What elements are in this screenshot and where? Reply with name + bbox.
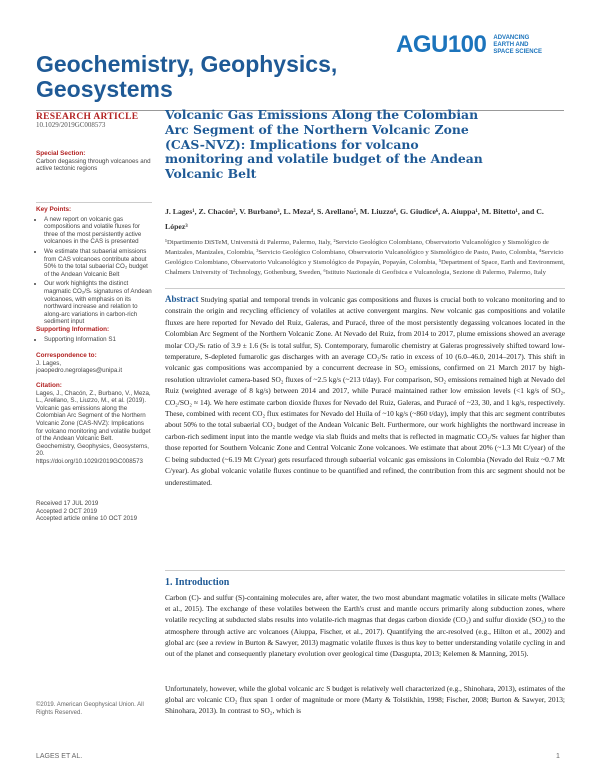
abstract-text: Studying spatial and temporal trends in volcanic gas compositions and fluxes is crucial both to volcano monitoring and to constrain the origin and recycling efficiency of volatiles at active convergent margins. New volcanic gas compositions and volatile fluxes are here reported for Nevado del Ruiz, Galeras, and Puracé, three of the most persistently degassing volcanoes located in the Colombian Arc Segment of the Northern Volcanic Zone. At Nevado del Ruiz, from 2014 to 2017, plume emissions showed an average molar CO₂/Sₜ ratio of 3.9 ± 1.6 (Sₜ is total sulfur, S). Contemporary, fumarolic chemistry at Galeras progressively shifted toward low-temperature, S-depleted fumarolic gas discharges with an average CO₂/Sₜ ratio in excess of 10 (6.0–46.0, 2014–2017). This shift in volcanic gas compositions was accompanied by a concurrent decrease in SO₂ emissions, confirmed on 21 March 2017 by high-resolution ultraviolet camera-based SO₂ fluxes of ~2.5 kg/s (~213 t/day). For comparison, SO₂ emissions remained high at Nevado del Ruiz (weighted average of 8 kg/s) between 2014 and 2017, while Puracé maintained rather low emission levels (<1 kg/s of SO₂, CO₂/SO₂ ≈ 14). We here estimate carbon dioxide fluxes for Nevado del Ruiz, Galeras, and Puracé of ~23, 30, and 1 kg/s, respectively. These, combined with recent CO₂ flux estimates for Nevado del Huila of ~10 kg/s (~860 t/day), imply that this arc segment contributes about 50% to the total subaerial CO₂ budget of the Andean Volcanic Belt. Furthermore, our work highlights the northward increase in carbon-rich sediment input into the mantle wedge via slab fluids and melts that is reflected in magmatic CO₂/Sₜ values far higher than those reported for Southern Volcanic Zone and Central Volcanic Zone volcanoes. We estimate that about 20% (~1.3 Mt C/year) of the C being subducted (~6.19 Mt C/year) gets resurfaced through subaerial volcanic gas emissions in Colombia (Nevado del Ruiz ~0.7 Mt C/year). As global volcanic volatile fluxes continue to be quantified and refined, the contribution from this arc segment should not be underestimated. xyxy=(165,295,565,487)
article-doi[interactable]: 10.1029/2019GC008573 xyxy=(36,120,106,129)
sidebar-supporting-info xyxy=(36,326,152,345)
affiliations: ¹Dipartimento DiSTeM, Università di Palermo, Palermo, Italy, ²Servicio Geológico Colombiano, Observatorio Vulcanológico y Sismológico de Manizales, Manizales, Colombia, ³Servicio Geológico Colombiano, Observatorio Vulcanológico y Sismológico de Pasto, Pasto, Colombia, ⁴Servicio Geológico Colombiano, Observatorio Vulcanológico y Sismológico de Popayán, Popayán, Colombia, ⁵Department of Space, Earth and Environment, Chalmers University of Technology, Gothenburg, Sweden, ⁶Istituto Nazionale di Geofisica e Vulcanologia, Sezione di Palermo, Palermo, Italy xyxy=(165,239,565,276)
correspondence-email[interactable]: joaopedro.negrolages@unipa.it xyxy=(36,367,123,375)
intro-paragraph-2: Unfortunately, however, while the global volcanic arc S budget is relatively well characterized (e.g., Shinohara, 2013), estimates of the global arc volcanic CO₂ flux span 1 order of magnitude or more (Marty & Tolstikhin, 1998; Fischer, 2008; Burton & Sawyer, 2013; Shinohara, 2013). In contrast to SO₂, which is xyxy=(165,684,565,716)
supporting-info-label: Supporting Information: xyxy=(36,326,110,333)
supporting-info-list xyxy=(36,336,152,344)
journal-title xyxy=(36,52,396,102)
abstract-top-rule xyxy=(165,288,565,289)
section-heading-introduction: 1. Introduction xyxy=(165,577,230,588)
key-point-item: • A new report on volcanic gas compositions and volatile fluxes for three of the most persistently active volcanoes in the CAS is presented xyxy=(44,216,152,246)
special-section-text: Carbon degassing through volcanoes and active tectonic regions xyxy=(36,157,151,173)
article-title: Volcanic Gas Emissions Along the Colombian Arc Segment of the Northern Volcanic Zone (CAS-NVZ): Implications for volcano monitoring and volatile budget of the Andean Volcanic Belt xyxy=(165,107,483,182)
citation-text: Lages, J., Chacón, Z., Burbano, V., Meza, L., Arellano, S., Liuzzo, M., et al. (2019). Volcanic gas emissions along the Colombian Arc Segment of the Northern Volcanic Zone (CAS-NVZ): Implications for volcano monitoring and volatile budget of the Andean Volcanic Belt. Geochemistry, Geophysics, Geosystems, 20. https://doi.org/10.1029/2019GC008573 xyxy=(36,389,151,465)
date-online: Accepted article online 10 OCT 2019 xyxy=(36,515,138,523)
sidebar-citation xyxy=(36,382,152,466)
key-point-item: • We estimate that subaerial emissions from CAS volcanoes contribute about 50% to the total subaerial CO₂ budget of the Andean Volcanic Belt xyxy=(44,248,152,278)
article-type: RESEARCH ARTICLE xyxy=(36,112,139,122)
correspondence-name: J. Lages, xyxy=(36,359,62,367)
page-number: 1 xyxy=(556,753,560,760)
sidebar-dates xyxy=(36,500,152,523)
agu100-logo xyxy=(396,28,572,64)
key-points-label: Key Points: xyxy=(36,206,72,213)
key-point-item: • Our work highlights the distinct magmatic CO₂/Sₜ signatures of Andean volcanoes, with emphasis on its northward increase and relation to along-arc variations in carbon-rich sediment input xyxy=(44,280,152,326)
abstract-bottom-rule xyxy=(165,570,565,571)
logo-wordmark: AGU100 xyxy=(396,31,487,58)
key-points-list xyxy=(36,216,152,326)
sidebar-key-points xyxy=(36,206,152,328)
special-section-label: Special Section: xyxy=(36,150,86,157)
sidebar-article-info xyxy=(36,114,152,129)
date-accepted: Accepted 2 OCT 2019 xyxy=(36,507,98,515)
author-list xyxy=(165,204,565,234)
correspondence-label: Correspondence to: xyxy=(36,352,97,359)
journal-title-line1: Geochemistry, Geophysics, xyxy=(36,51,338,77)
author-names: J. Lages¹, Z. Chacón², V. Burbano³, L. Meza⁴, S. Arellano⁵, M. Liuzzo⁶, G. Giudice⁶, A. Aiuppa¹, M. Bitetto¹, and C. López³ xyxy=(165,207,544,231)
abstract xyxy=(165,294,565,488)
journal-title-line2: Geosystems xyxy=(36,76,173,102)
supporting-info-item[interactable]: • Supporting Information S1 xyxy=(44,336,152,344)
logo-tagline: ADVANCING EARTH AND SPACE SCIENCE xyxy=(493,34,542,55)
citation-label: Citation: xyxy=(36,382,62,389)
sidebar-special-section xyxy=(36,150,152,173)
sidebar-rule xyxy=(36,202,152,203)
abstract-label: Abstract xyxy=(165,294,199,304)
date-received: Received 17 JUL 2019 xyxy=(36,500,99,507)
intro-paragraph-1: Carbon (C)- and sulfur (S)-containing molecules are, after water, the two most abundant magmatic volatiles in silicate melts (Wallace et al., 2015). The exchange of these volatiles between the Earth's crust and mantle occurs primarily along subduction zones, where volatile recycling at subducted slabs results into volatile-rich magmas that degas carbon dioxide (CO₂) and sulfur dioxide (SO₂) to the atmosphere through active arc volcanoes (Aiuppa, Fischer, et al., 2017). Quantifying the arc-resolved (e.g., Hilton et al., 2002) and global arc (see a review in Burton & Sawyer, 2013) magmatic volatile fluxes is thus key to better understanding volatile cycling in and out of the planet and consequently planetary evolution over geological time (Dasgupta, 2013; Kelemen & Manning, 2015). xyxy=(165,593,565,659)
footer-authors: LAGES ET AL. xyxy=(36,753,83,760)
sidebar-correspondence xyxy=(36,352,152,375)
copyright-notice: ©2019. American Geophysical Union. All Rights Reserved. xyxy=(36,702,144,716)
